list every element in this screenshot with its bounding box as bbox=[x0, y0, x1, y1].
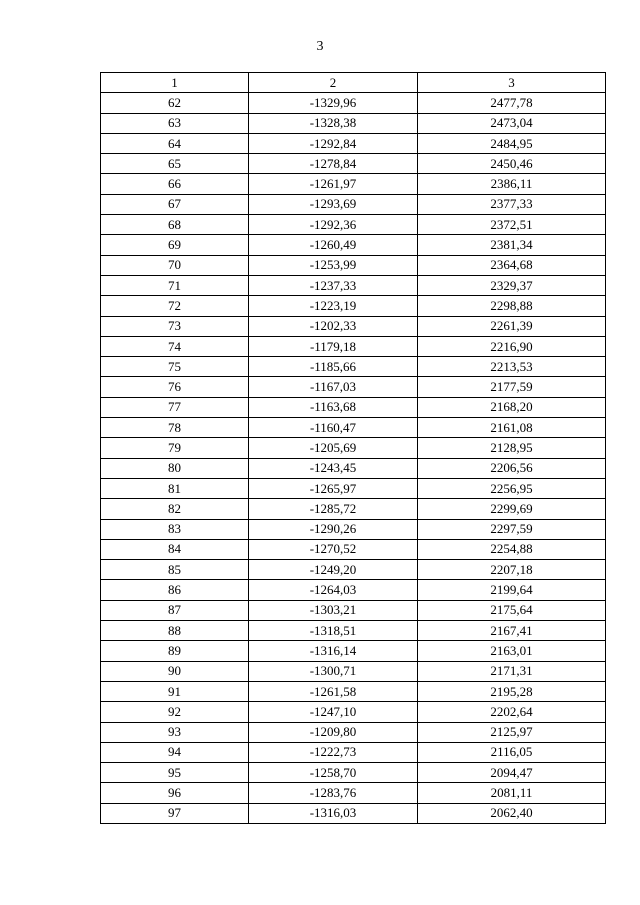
y-coordinate-cell: 2125,97 bbox=[418, 722, 606, 742]
x-coordinate-cell: -1293,69 bbox=[249, 194, 418, 214]
point-number-cell: 62 bbox=[101, 93, 249, 113]
y-coordinate-cell: 2167,41 bbox=[418, 621, 606, 641]
y-coordinate-cell: 2195,28 bbox=[418, 681, 606, 701]
point-number-cell: 66 bbox=[101, 174, 249, 194]
y-coordinate-cell: 2175,64 bbox=[418, 600, 606, 620]
table-row bbox=[101, 478, 606, 498]
y-coordinate-cell: 2199,64 bbox=[418, 580, 606, 600]
point-number-cell: 77 bbox=[101, 397, 249, 417]
table-row bbox=[101, 194, 606, 214]
table-row bbox=[101, 722, 606, 742]
point-number-cell: 65 bbox=[101, 154, 249, 174]
x-coordinate-cell: -1258,70 bbox=[249, 763, 418, 783]
y-coordinate-cell: 2161,08 bbox=[418, 418, 606, 438]
x-coordinate-cell: -1316,14 bbox=[249, 641, 418, 661]
y-coordinate-cell: 2163,01 bbox=[418, 641, 606, 661]
point-number-cell: 69 bbox=[101, 235, 249, 255]
x-coordinate-cell: -1270,52 bbox=[249, 539, 418, 559]
table-row bbox=[101, 783, 606, 803]
x-coordinate-cell: -1328,38 bbox=[249, 113, 418, 133]
table-row bbox=[101, 357, 606, 377]
x-coordinate-cell: -1290,26 bbox=[249, 519, 418, 539]
point-number-cell: 64 bbox=[101, 133, 249, 153]
table-row bbox=[101, 661, 606, 681]
x-coordinate-cell: -1318,51 bbox=[249, 621, 418, 641]
point-number-cell: 74 bbox=[101, 336, 249, 356]
table-row bbox=[101, 702, 606, 722]
x-coordinate-cell: -1300,71 bbox=[249, 661, 418, 681]
y-coordinate-cell: 2213,53 bbox=[418, 357, 606, 377]
y-coordinate-cell: 2364,68 bbox=[418, 255, 606, 275]
table-row bbox=[101, 316, 606, 336]
y-coordinate-cell: 2168,20 bbox=[418, 397, 606, 417]
table-row bbox=[101, 397, 606, 417]
table-body bbox=[101, 93, 606, 824]
table-row bbox=[101, 275, 606, 295]
x-coordinate-cell: -1329,96 bbox=[249, 93, 418, 113]
point-number-cell: 73 bbox=[101, 316, 249, 336]
x-coordinate-cell: -1202,33 bbox=[249, 316, 418, 336]
point-number-cell: 97 bbox=[101, 803, 249, 823]
point-number-cell: 67 bbox=[101, 194, 249, 214]
table-row bbox=[101, 174, 606, 194]
table-row bbox=[101, 418, 606, 438]
table-row bbox=[101, 215, 606, 235]
y-coordinate-cell: 2171,31 bbox=[418, 661, 606, 681]
point-number-cell: 70 bbox=[101, 255, 249, 275]
point-number-cell: 68 bbox=[101, 215, 249, 235]
point-number-cell: 89 bbox=[101, 641, 249, 661]
y-coordinate-cell: 2473,04 bbox=[418, 113, 606, 133]
table-row bbox=[101, 803, 606, 823]
point-number-cell: 78 bbox=[101, 418, 249, 438]
table-row bbox=[101, 235, 606, 255]
point-number-cell: 90 bbox=[101, 661, 249, 681]
x-coordinate-cell: -1261,97 bbox=[249, 174, 418, 194]
point-number-cell: 86 bbox=[101, 580, 249, 600]
table-row bbox=[101, 560, 606, 580]
y-coordinate-cell: 2216,90 bbox=[418, 336, 606, 356]
x-coordinate-cell: -1249,20 bbox=[249, 560, 418, 580]
table-row bbox=[101, 296, 606, 316]
point-number-cell: 81 bbox=[101, 478, 249, 498]
y-coordinate-cell: 2377,33 bbox=[418, 194, 606, 214]
x-coordinate-cell: -1223,19 bbox=[249, 296, 418, 316]
y-coordinate-cell: 2256,95 bbox=[418, 478, 606, 498]
y-coordinate-cell: 2062,40 bbox=[418, 803, 606, 823]
x-coordinate-cell: -1185,66 bbox=[249, 357, 418, 377]
table-row bbox=[101, 154, 606, 174]
table-row bbox=[101, 600, 606, 620]
point-number-cell: 94 bbox=[101, 742, 249, 762]
column-header-2: 2 bbox=[249, 73, 418, 93]
x-coordinate-cell: -1179,18 bbox=[249, 336, 418, 356]
table-row bbox=[101, 763, 606, 783]
point-number-cell: 79 bbox=[101, 438, 249, 458]
point-number-cell: 80 bbox=[101, 458, 249, 478]
y-coordinate-cell: 2094,47 bbox=[418, 763, 606, 783]
point-number-cell: 91 bbox=[101, 681, 249, 701]
y-coordinate-cell: 2386,11 bbox=[418, 174, 606, 194]
point-number-cell: 76 bbox=[101, 377, 249, 397]
x-coordinate-cell: -1261,58 bbox=[249, 681, 418, 701]
y-coordinate-cell: 2381,34 bbox=[418, 235, 606, 255]
y-coordinate-cell: 2081,11 bbox=[418, 783, 606, 803]
x-coordinate-cell: -1265,97 bbox=[249, 478, 418, 498]
column-header-3: 3 bbox=[418, 73, 606, 93]
y-coordinate-cell: 2207,18 bbox=[418, 560, 606, 580]
point-number-cell: 93 bbox=[101, 722, 249, 742]
x-coordinate-cell: -1303,21 bbox=[249, 600, 418, 620]
table-row bbox=[101, 499, 606, 519]
y-coordinate-cell: 2484,95 bbox=[418, 133, 606, 153]
coordinates-table bbox=[100, 72, 606, 824]
x-coordinate-cell: -1222,73 bbox=[249, 742, 418, 762]
table-row bbox=[101, 681, 606, 701]
table-row bbox=[101, 539, 606, 559]
y-coordinate-cell: 2254,88 bbox=[418, 539, 606, 559]
x-coordinate-cell: -1205,69 bbox=[249, 438, 418, 458]
y-coordinate-cell: 2329,37 bbox=[418, 275, 606, 295]
x-coordinate-cell: -1285,72 bbox=[249, 499, 418, 519]
table-row bbox=[101, 519, 606, 539]
point-number-cell: 95 bbox=[101, 763, 249, 783]
table-row bbox=[101, 93, 606, 113]
table-row bbox=[101, 133, 606, 153]
point-number-cell: 82 bbox=[101, 499, 249, 519]
y-coordinate-cell: 2297,59 bbox=[418, 519, 606, 539]
x-coordinate-cell: -1292,84 bbox=[249, 133, 418, 153]
x-coordinate-cell: -1278,84 bbox=[249, 154, 418, 174]
y-coordinate-cell: 2202,64 bbox=[418, 702, 606, 722]
point-number-cell: 83 bbox=[101, 519, 249, 539]
y-coordinate-cell: 2372,51 bbox=[418, 215, 606, 235]
y-coordinate-cell: 2261,39 bbox=[418, 316, 606, 336]
table-row bbox=[101, 742, 606, 762]
point-number-cell: 85 bbox=[101, 560, 249, 580]
x-coordinate-cell: -1253,99 bbox=[249, 255, 418, 275]
x-coordinate-cell: -1292,36 bbox=[249, 215, 418, 235]
point-number-cell: 84 bbox=[101, 539, 249, 559]
y-coordinate-cell: 2299,69 bbox=[418, 499, 606, 519]
y-coordinate-cell: 2298,88 bbox=[418, 296, 606, 316]
x-coordinate-cell: -1316,03 bbox=[249, 803, 418, 823]
x-coordinate-cell: -1237,33 bbox=[249, 275, 418, 295]
y-coordinate-cell: 2128,95 bbox=[418, 438, 606, 458]
x-coordinate-cell: -1160,47 bbox=[249, 418, 418, 438]
table-row bbox=[101, 458, 606, 478]
table-row bbox=[101, 621, 606, 641]
point-number-cell: 63 bbox=[101, 113, 249, 133]
point-number-cell: 71 bbox=[101, 275, 249, 295]
x-coordinate-cell: -1243,45 bbox=[249, 458, 418, 478]
point-number-cell: 88 bbox=[101, 621, 249, 641]
table-header-row bbox=[101, 73, 606, 93]
x-coordinate-cell: -1209,80 bbox=[249, 722, 418, 742]
x-coordinate-cell: -1247,10 bbox=[249, 702, 418, 722]
table-row bbox=[101, 113, 606, 133]
y-coordinate-cell: 2477,78 bbox=[418, 93, 606, 113]
table-row bbox=[101, 641, 606, 661]
point-number-cell: 72 bbox=[101, 296, 249, 316]
x-coordinate-cell: -1283,76 bbox=[249, 783, 418, 803]
y-coordinate-cell: 2450,46 bbox=[418, 154, 606, 174]
column-header-1: 1 bbox=[101, 73, 249, 93]
table-row bbox=[101, 336, 606, 356]
point-number-cell: 96 bbox=[101, 783, 249, 803]
y-coordinate-cell: 2116,05 bbox=[418, 742, 606, 762]
y-coordinate-cell: 2206,56 bbox=[418, 458, 606, 478]
table-row bbox=[101, 580, 606, 600]
point-number-cell: 92 bbox=[101, 702, 249, 722]
point-number-cell: 87 bbox=[101, 600, 249, 620]
page-number: 3 bbox=[316, 39, 324, 54]
x-coordinate-cell: -1264,03 bbox=[249, 580, 418, 600]
table-row bbox=[101, 377, 606, 397]
point-number-cell: 75 bbox=[101, 357, 249, 377]
x-coordinate-cell: -1167,03 bbox=[249, 377, 418, 397]
x-coordinate-cell: -1260,49 bbox=[249, 235, 418, 255]
x-coordinate-cell: -1163,68 bbox=[249, 397, 418, 417]
table-row bbox=[101, 438, 606, 458]
table-row bbox=[101, 255, 606, 275]
y-coordinate-cell: 2177,59 bbox=[418, 377, 606, 397]
